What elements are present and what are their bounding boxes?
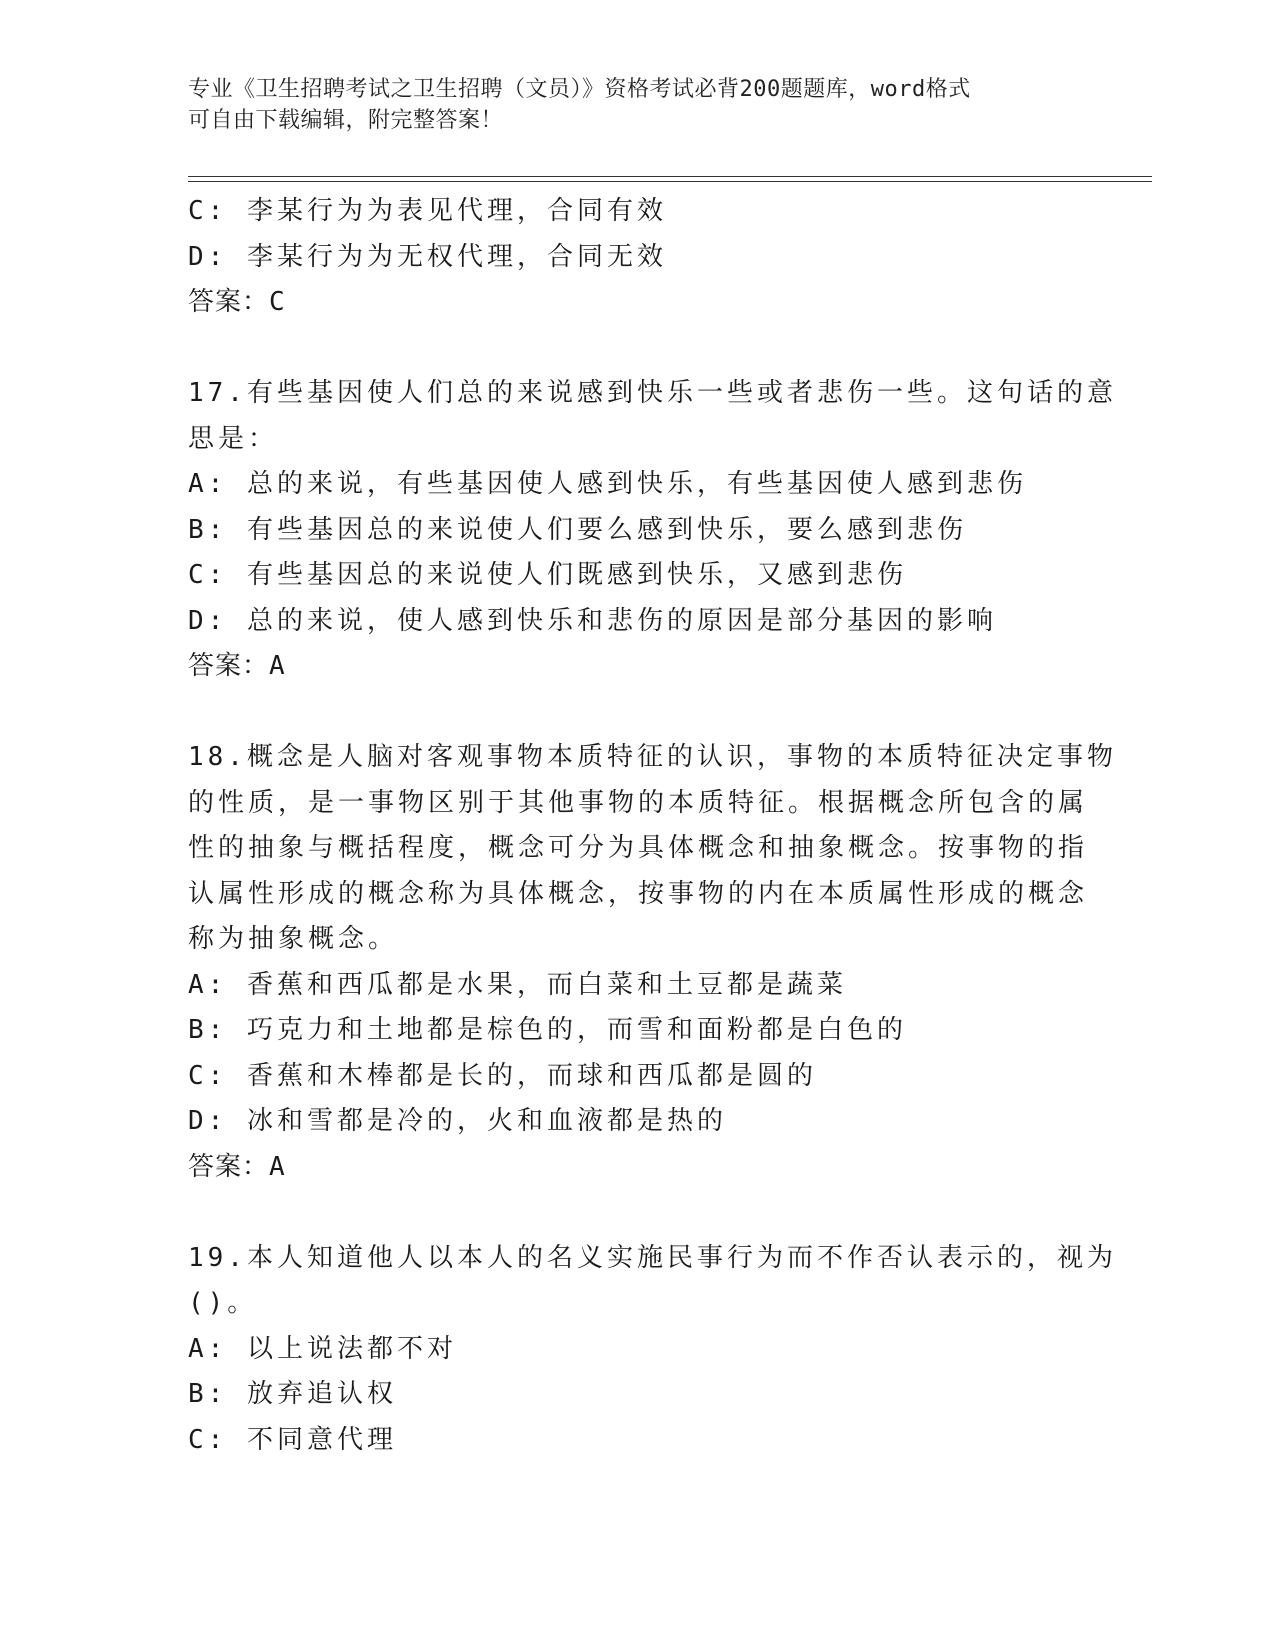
question-text-line: 认属性形成的概念称为具体概念，按事物的内在本质属性形成的概念 (188, 878, 1089, 909)
question-18 (188, 735, 1117, 1190)
option-a (188, 1327, 1088, 1373)
answer-value: A (269, 651, 285, 681)
question-text-line: 19.本人知道他人以本人的名义实施民事行为而不作否认表示的，视为 (188, 1242, 1117, 1273)
option-text: 总的来说，使人感到快乐和悲伤的原因是部分基因的影响 (246, 605, 997, 636)
option-c (188, 189, 1088, 235)
option-label: D: (188, 605, 228, 636)
answer-label: 答案： (188, 1151, 270, 1182)
option-label: C: (188, 1060, 228, 1091)
header-line-2: 可自由下载编辑，附完整答案！ (188, 108, 504, 133)
option-text: 冰和雪都是冷的，火和血液都是热的 (246, 1106, 727, 1136)
header-line-1: 专业《卫生招聘考试之卫生招聘（文员）》资格考试必背200题题库，word格式 (188, 77, 971, 102)
option-text: 总的来说，有些基因使人感到快乐，有些基因使人感到悲伤 (246, 469, 1027, 499)
option-label: D: (188, 241, 228, 272)
question-text-line: 18.概念是人脑对客观事物本质特征的认识，事物的本质特征决定事物 (188, 742, 1117, 772)
option-text: 香蕉和木棒都是长的，而球和西瓜都是圆的 (246, 1060, 817, 1091)
option-label: A: (188, 969, 228, 1000)
question-text-line: ()。 (188, 1288, 258, 1318)
option-text: 李某行为为表见代理，合同有效 (246, 196, 667, 226)
question-17 (188, 371, 1117, 690)
question-content (188, 189, 1117, 1463)
option-label: B: (188, 1015, 228, 1045)
document-header (188, 74, 1088, 136)
question-text-line: 17.有些基因使人们总的来说感到快乐一些或者悲伤一些。这句话的意 (188, 378, 1117, 408)
option-d (188, 599, 1088, 645)
option-text: 以上说法都不对 (246, 1333, 457, 1364)
option-text: 有些基因总的来说使人们要么感到快乐，要么感到悲伤 (246, 514, 967, 545)
option-b (188, 508, 1088, 554)
option-text: 不同意代理 (246, 1424, 397, 1455)
header-rule-top (188, 176, 1152, 177)
option-text: 李某行为为无权代理，合同无效 (246, 241, 667, 272)
option-a (188, 963, 1088, 1009)
option-text: 巧克力和土地都是棕色的，而雪和面粉都是白色的 (246, 1015, 907, 1045)
option-c (188, 553, 1088, 599)
option-label: A: (188, 469, 228, 499)
option-label: B: (188, 1379, 228, 1409)
option-c (188, 1418, 1088, 1464)
answer-label: 答案： (188, 651, 270, 681)
question-text-line: 称为抽象概念。 (188, 924, 399, 954)
option-label: C: (188, 560, 228, 590)
option-a (188, 462, 1088, 508)
answer-line (188, 1145, 1088, 1191)
option-label: A: (188, 1333, 228, 1364)
question-text-line: 的性质，是一事物区别于其他事物的本质特征。根据概念所包含的属 (188, 787, 1089, 818)
option-b (188, 1372, 1088, 1418)
option-d (188, 1099, 1088, 1145)
question-text-line: 性的抽象与概括程度，概念可分为具体概念和抽象概念。按事物的指 (188, 833, 1089, 863)
answer-value: C (269, 287, 285, 317)
answer-line (188, 280, 1088, 326)
option-text: 有些基因总的来说使人们既感到快乐，又感到悲伤 (246, 560, 907, 590)
answer-line (188, 644, 1088, 690)
option-label: B: (188, 514, 228, 545)
option-text: 香蕉和西瓜都是水果，而白菜和土豆都是蔬菜 (246, 969, 847, 1000)
option-d (188, 235, 1088, 281)
option-label: D: (188, 1106, 228, 1136)
header-rule-bottom (188, 181, 1152, 182)
option-label: C: (188, 196, 228, 226)
option-text: 放弃追认权 (246, 1379, 397, 1409)
answer-value: A (269, 1151, 285, 1182)
question-19 (188, 1236, 1117, 1464)
option-label: C: (188, 1424, 228, 1455)
option-c (188, 1054, 1088, 1100)
option-b (188, 1008, 1088, 1054)
question-text-line: 思是： (188, 423, 279, 454)
answer-label: 答案： (188, 287, 270, 317)
